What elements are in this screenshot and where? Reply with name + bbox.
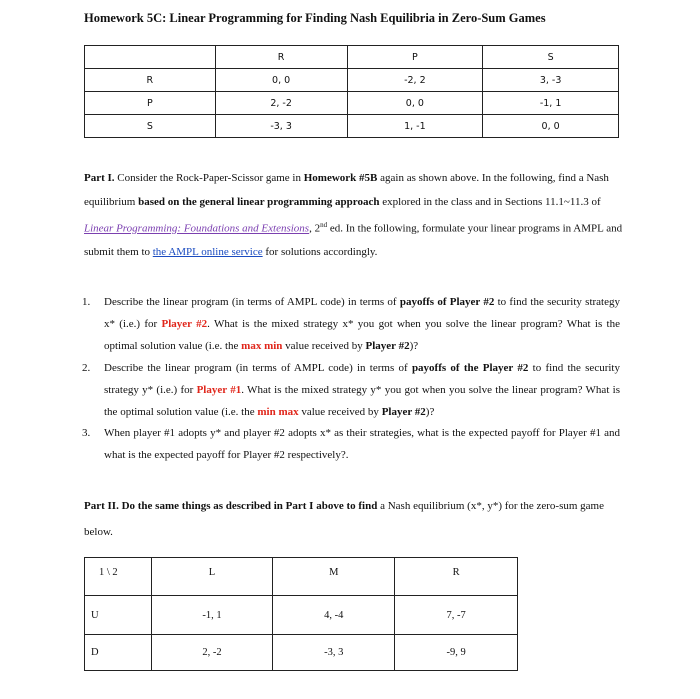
table-header-row [85,46,619,69]
text-run: When player #1 adopts y* and player #2 adopts x* as their strategies, what is the expected payoff for Player #1 and what is the expected payoff for Player #2 respectively?. [104,427,620,462]
highlight-minmax: min max [257,405,299,418]
edition-superscript: nd [320,221,328,229]
text-run: Player #2 [365,339,410,352]
column-header: P [347,46,483,69]
table-header-row [85,558,518,596]
textbook-link[interactable]: Linear Programming: Foundations and Extensions [84,222,310,235]
text-run: )? [425,405,435,418]
part1-heading: Part I. [84,172,115,184]
table-corner-cell [85,46,216,69]
payoff-cell: 7, -7 [395,596,518,635]
item-number: 3. [82,427,91,440]
row-header: D [85,635,152,671]
text-run: explored in the class and in Sections 11.1~11.3 of [379,195,601,208]
table-corner-cell: 1 \ 2 [85,558,152,596]
text-run: for solutions accordingly. [262,246,378,259]
text-run: to find the security strategy x* (i.e.) for [104,296,620,330]
text-run: to find the security strategy y* (i.e.) for [104,361,620,396]
payoff-cell: 2, -2 [215,92,347,115]
page-title: Homework 5C: Linear Programming for Finding Nash Equilibria in Zero-Sum Games [84,11,546,25]
part2-heading: Part II. Do the same things as described in Part I above to find [84,500,378,512]
game-payoff-table [84,557,518,671]
item-number: 2. [82,361,91,374]
text-run: a Nash equilibrium (x*, y*) for the zero-sum game below. [84,500,604,538]
row-header: U [85,596,152,635]
payoff-cell: 0, 0 [215,69,347,92]
text-run: again as shown above. In the following, find a Nash equilibrium [84,172,609,208]
payoff-cell: -9, 9 [395,635,518,671]
payoff-cell: 0, 0 [347,92,483,115]
row-header: R [85,69,216,92]
payoff-cell: -2, 2 [347,69,483,92]
approach-emphasis: based on the general linear programming approach [138,195,380,208]
column-header: R [215,46,347,69]
payoff-cell: -1, 1 [151,596,273,635]
payoff-cell: -1, 1 [483,92,619,115]
payoff-cell: 3, -3 [483,69,619,92]
text-run: )? [409,339,419,352]
row-header: P [85,92,216,115]
text-run: . What is the mixed strategy y* you got when you solve the linear program? What is the optimal solution value (i.e. the [104,383,620,418]
table-row [85,635,518,671]
text-run: . What is the mixed strategy x* you got when you solve the linear program? What is the optimal solution value (i.e. the [104,317,620,352]
text-run: Consider the Rock-Paper-Scissor game in [114,172,304,184]
highlight-player: Player #1 [196,383,242,396]
text-run: Describe the linear program (in terms of AMPL code) in terms of [104,361,412,374]
highlight-maxmin: max min [241,339,283,352]
text-run: ed. In the following, formulate your linear programs in AMPL and submit them to [84,222,623,259]
part2-paragraph [84,493,624,545]
payoff-cell: 4, -4 [273,596,395,635]
payoff-cell: 1, -1 [347,115,483,138]
text-run: value received by [298,405,382,418]
text-run: payoffs of the Player #2 [411,361,529,374]
text-run: , 2 [309,222,321,235]
rps-payoff-table [84,45,619,138]
row-header: S [85,115,216,138]
list-item [82,423,620,467]
table-row [85,69,619,92]
column-header: L [151,558,273,596]
ampl-service-link[interactable]: the AMPL online service [152,246,263,259]
payoff-cell: 2, -2 [151,635,273,671]
question-list [82,292,620,467]
table-row [85,596,518,635]
list-item [82,358,620,424]
column-header: R [395,558,518,596]
homework-ref: Homework #5B [303,172,378,184]
table-row [85,115,619,138]
column-header: S [483,46,619,69]
text-run: Player #2 [381,405,426,418]
payoff-cell: -3, 3 [273,635,395,671]
column-header: M [273,558,395,596]
text-run: payoffs of Player #2 [399,296,495,308]
text-run: Describe the linear program (in terms of AMPL code) in terms of [104,296,400,308]
list-item [82,292,620,358]
payoff-cell: 0, 0 [483,115,619,138]
item-number: 1. [82,296,91,308]
text-run: value received by [282,339,366,352]
payoff-cell: -3, 3 [215,115,347,138]
highlight-player: Player #2 [161,317,208,330]
part1-paragraph [84,167,624,265]
table-row [85,92,619,115]
